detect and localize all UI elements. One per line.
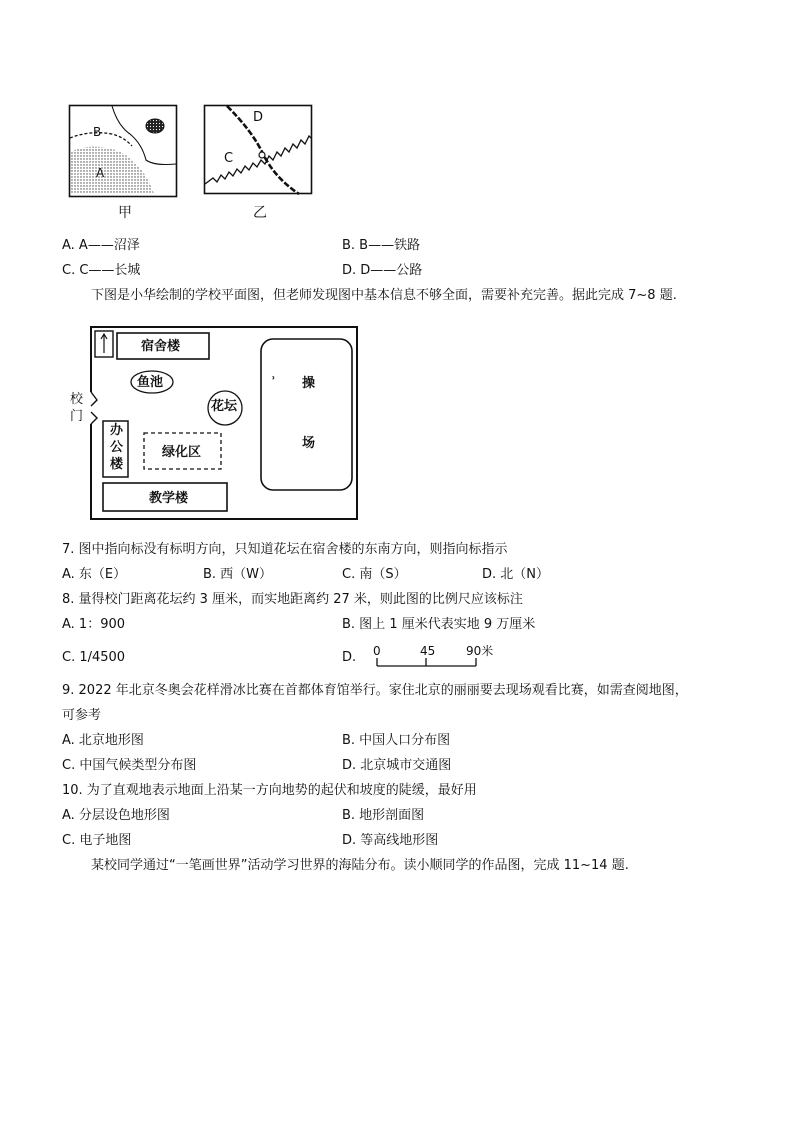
gate-label-2: 门 [70,409,84,424]
scale-label-0: 0 [373,644,381,658]
q7-stem: 7. 图中指向标没有标明方向，只知道花坛在宿舍楼的东南方向，则指向标指示 [62,542,508,557]
q7-option-b: B. 西（W） [203,567,273,582]
q9-stem-line1: 9. 2022 年北京冬奥会花样滑冰比赛在首都体育馆举行。家住北京的丽丽要去现场观看比赛，如需查阅地图， [62,683,688,698]
q6-option-b: B. B——铁路 [342,238,421,253]
office-label-1: 办 [110,423,124,438]
label-b: B [93,125,102,139]
intro-11-14: 某校同学通过“一笔画世界”活动学习世界的海陆分布。读小顺同学的作品图，完成 11~14 题. [91,858,629,873]
playground-box [261,339,352,490]
scale-bar [372,656,482,668]
q10-stem: 10. 为了直观地表示地面上沿某一方向地势的起伏和坡度的陡缓，最好用 [62,783,477,798]
q9-option-b: B. 中国人口分布图 [342,733,451,748]
gate-label-1: 校 [70,392,84,407]
fish-pond-label: 鱼池 [137,375,164,390]
label-a: A [96,166,105,180]
q8-option-a: A. 1：900 [62,617,126,632]
playground-mark: ˒ [271,372,276,387]
q9-option-d: D. 北京城市交通图 [342,758,452,773]
q6-option-c: C. C——长城 [62,263,141,278]
dormitory-label: 宿舍楼 [141,339,181,354]
q9-option-a: A. 北京地形图 [62,733,144,748]
crossing-point [259,152,265,158]
label-c: C [224,151,234,166]
office-label-2: 公 [110,440,124,455]
q8-option-c: C. 1/4500 [62,650,126,665]
marsh-blob [146,119,164,133]
scale-label-45: 45 [420,644,436,658]
office-label-3: 楼 [110,457,124,472]
q10-option-d: D. 等高线地形图 [342,833,439,848]
q8-option-d: D. [342,650,357,665]
q9-stem-line2: 可参考 [62,708,102,723]
school-map [88,324,360,522]
q8-stem: 8. 量得校门距离花坛约 3 厘米，而实地距离约 27 米，则此图的比例尺应该标注 [62,592,523,607]
q6-option-a: A. A——沼泽 [62,238,140,253]
q6-option-d: D. D——公路 [342,263,423,278]
q7-option-d: D. 北（N） [482,567,549,582]
q10-option-b: B. 地形剖面图 [342,808,425,823]
playground-label-1: 操 [302,376,316,391]
intro-7-8: 下图是小华绘制的学校平面图，但老师发现图中基本信息不够全面，需要补充完善。据此完成 7~8 题. [91,288,677,303]
q10-option-a: A. 分层设色地形图 [62,808,170,823]
q10-option-c: C. 电子地图 [62,833,132,848]
caption-jia: 甲 [118,205,132,221]
green-area-label: 绿化区 [162,445,202,460]
flower-bed-label: 花坛 [211,399,238,414]
map-jia [68,104,182,199]
q7-option-a: A. 东（E） [62,567,127,582]
area-a [70,147,154,194]
playground-label-2: 场 [302,436,316,451]
teaching-label: 教学楼 [149,491,189,506]
q7-option-c: C. 南（S） [342,567,407,582]
label-d: D [253,110,264,125]
scale-label-90: 90米 [466,644,494,658]
q8-option-b: B. 图上 1 厘米代表实地 9 万厘米 [342,617,536,632]
caption-yi: 乙 [253,205,267,221]
q9-option-c: C. 中国气候类型分布图 [62,758,197,773]
